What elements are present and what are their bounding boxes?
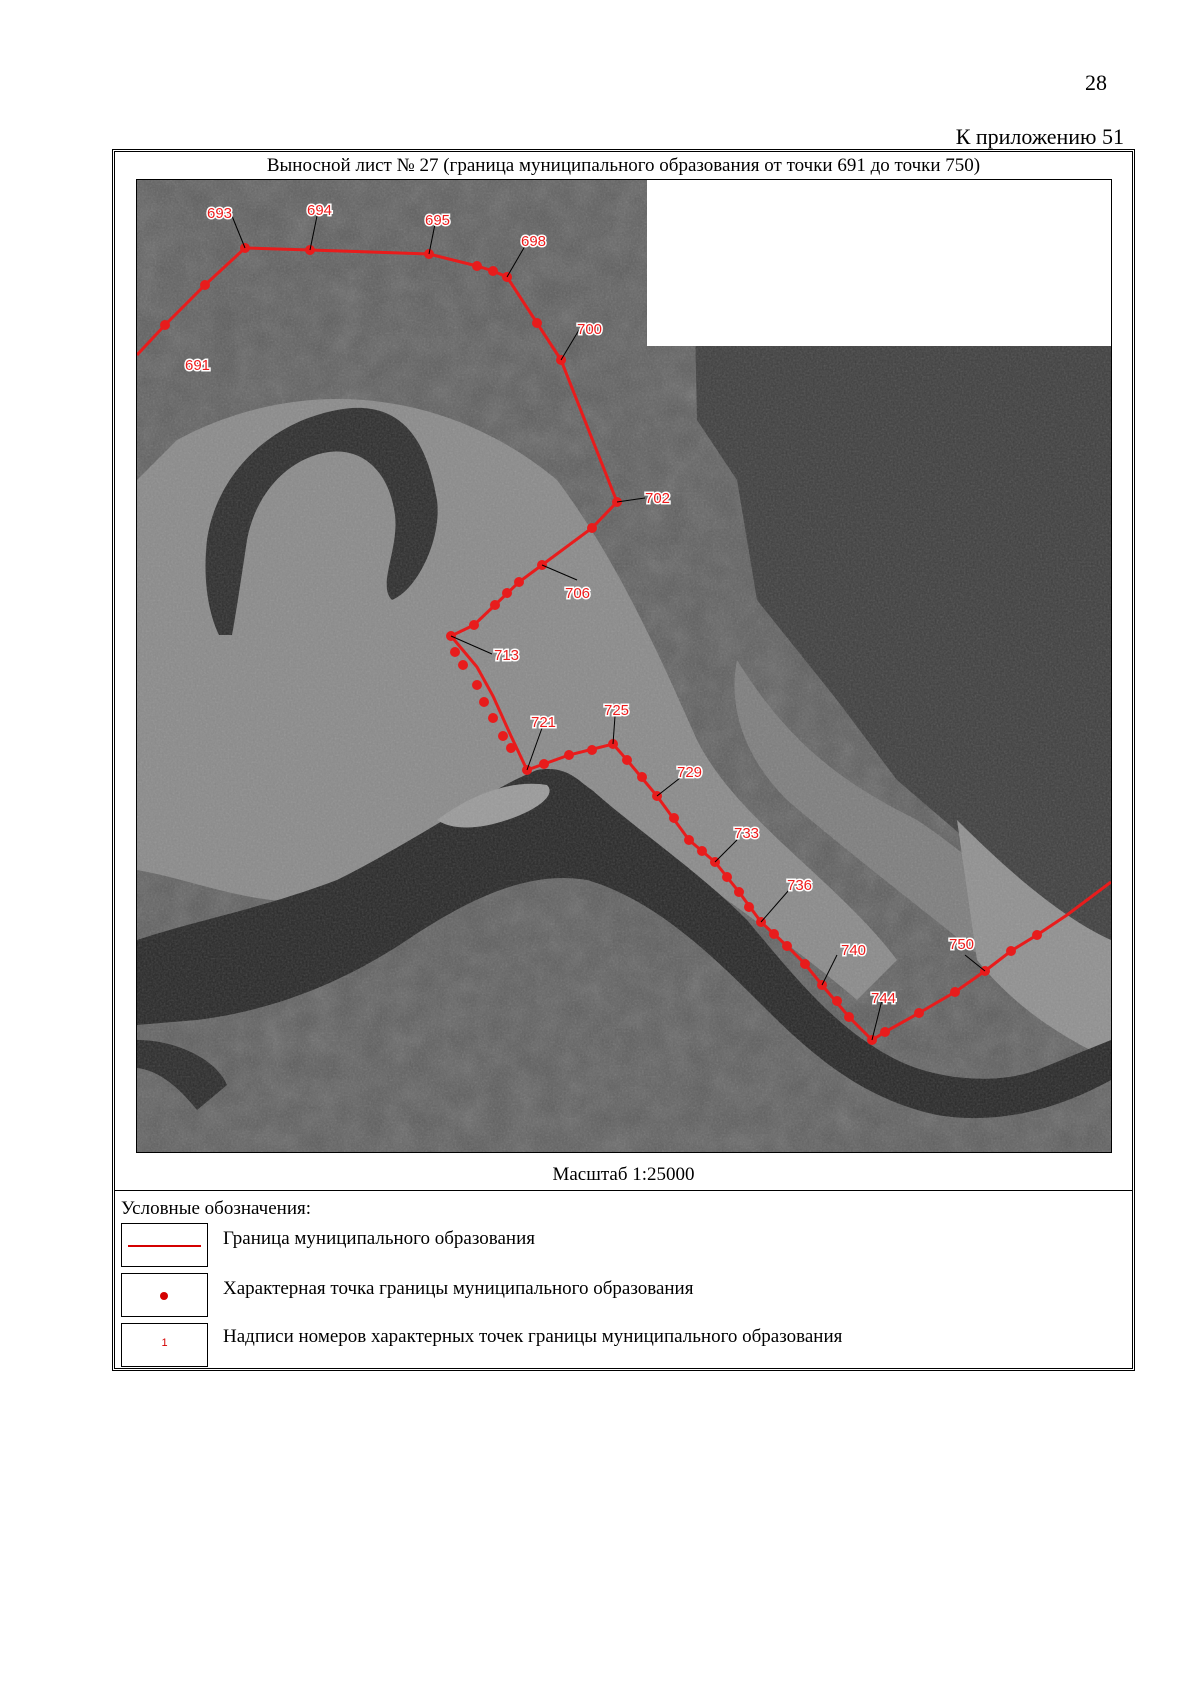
boundary-point [734,887,744,897]
legend-symbol-number [121,1323,208,1367]
boundary-point [479,697,489,707]
point-label-740: 740 [841,942,867,959]
boundary-point [498,731,508,741]
boundary-point [502,588,512,598]
point-number-symbol: 1 [161,1337,168,1349]
legend-text-point: Характерная точка границы муниципального образования [223,1278,694,1299]
boundary-point [914,1008,924,1018]
boundary-point [832,996,842,1006]
sheet-title: Выносной лист № 27 (граница муниципального образования от точки 691 до точки 750) [266,155,981,176]
boundary-point-symbol [160,1292,168,1300]
point-label-725: 725 [604,702,630,719]
boundary-point [800,959,810,969]
boundary-point [488,266,498,276]
point-label-706: 706 [565,585,591,602]
boundary-point [488,713,498,723]
legend-title: Условные обозначения: [121,1198,312,1219]
boundary-point [490,600,500,610]
boundary-point [950,987,960,997]
boundary-point [539,759,549,769]
legend-text-number: Надписи номеров характерных точек границы муниципального образования [223,1326,843,1347]
aerial-map [136,179,1112,1153]
boundary-point [1006,946,1016,956]
boundary-point [880,1027,890,1037]
boundary-point [697,846,707,856]
boundary-point [506,743,516,753]
point-label-721: 721 [531,714,557,731]
boundary-point [200,280,210,290]
legend-symbol-boundary [121,1223,208,1267]
boundary-point [722,872,732,882]
boundary-point [450,647,460,657]
boundary-point [782,941,792,951]
point-label-713: 713 [494,647,520,664]
point-label-750: 750 [949,936,975,953]
boundary-point [1032,930,1042,940]
appendix-reference: К приложению 51 [955,124,1124,149]
point-label-693: 693 [207,205,233,222]
boundary-point [532,318,542,328]
map-scale: Масштаб 1:25000 [552,1164,695,1185]
boundary-point [637,772,647,782]
boundary-point [472,261,482,271]
map-canvas [137,180,1111,1152]
boundary-point [469,620,479,630]
boundary-point [160,320,170,330]
sheet-frame [112,149,1135,1371]
legend-symbol-point [121,1273,208,1317]
boundary-point [458,660,468,670]
no-imagery-area [647,180,1111,346]
boundary-point [472,680,482,690]
point-label-744: 744 [871,990,897,1007]
boundary-point [587,523,597,533]
boundary-point [684,835,694,845]
point-label-695: 695 [425,212,451,229]
boundary-line-symbol [128,1245,201,1247]
point-label-691: 691 [185,357,211,374]
boundary-point [844,1012,854,1022]
boundary-point [622,755,632,765]
boundary-point [587,745,597,755]
boundary-point [769,929,779,939]
point-label-736: 736 [787,877,813,894]
point-label-694: 694 [307,202,333,219]
point-label-729: 729 [677,764,703,781]
boundary-point [564,750,574,760]
point-label-733: 733 [734,825,760,842]
legend-divider [115,1190,1132,1191]
point-label-700: 700 [577,321,603,338]
legend-text-boundary: Граница муниципального образования [223,1228,535,1249]
point-label-698: 698 [521,233,547,250]
point-label-702: 702 [645,490,671,507]
boundary-point [744,902,754,912]
boundary-point [669,813,679,823]
page-number: 28 [1085,70,1107,95]
boundary-point [514,577,524,587]
